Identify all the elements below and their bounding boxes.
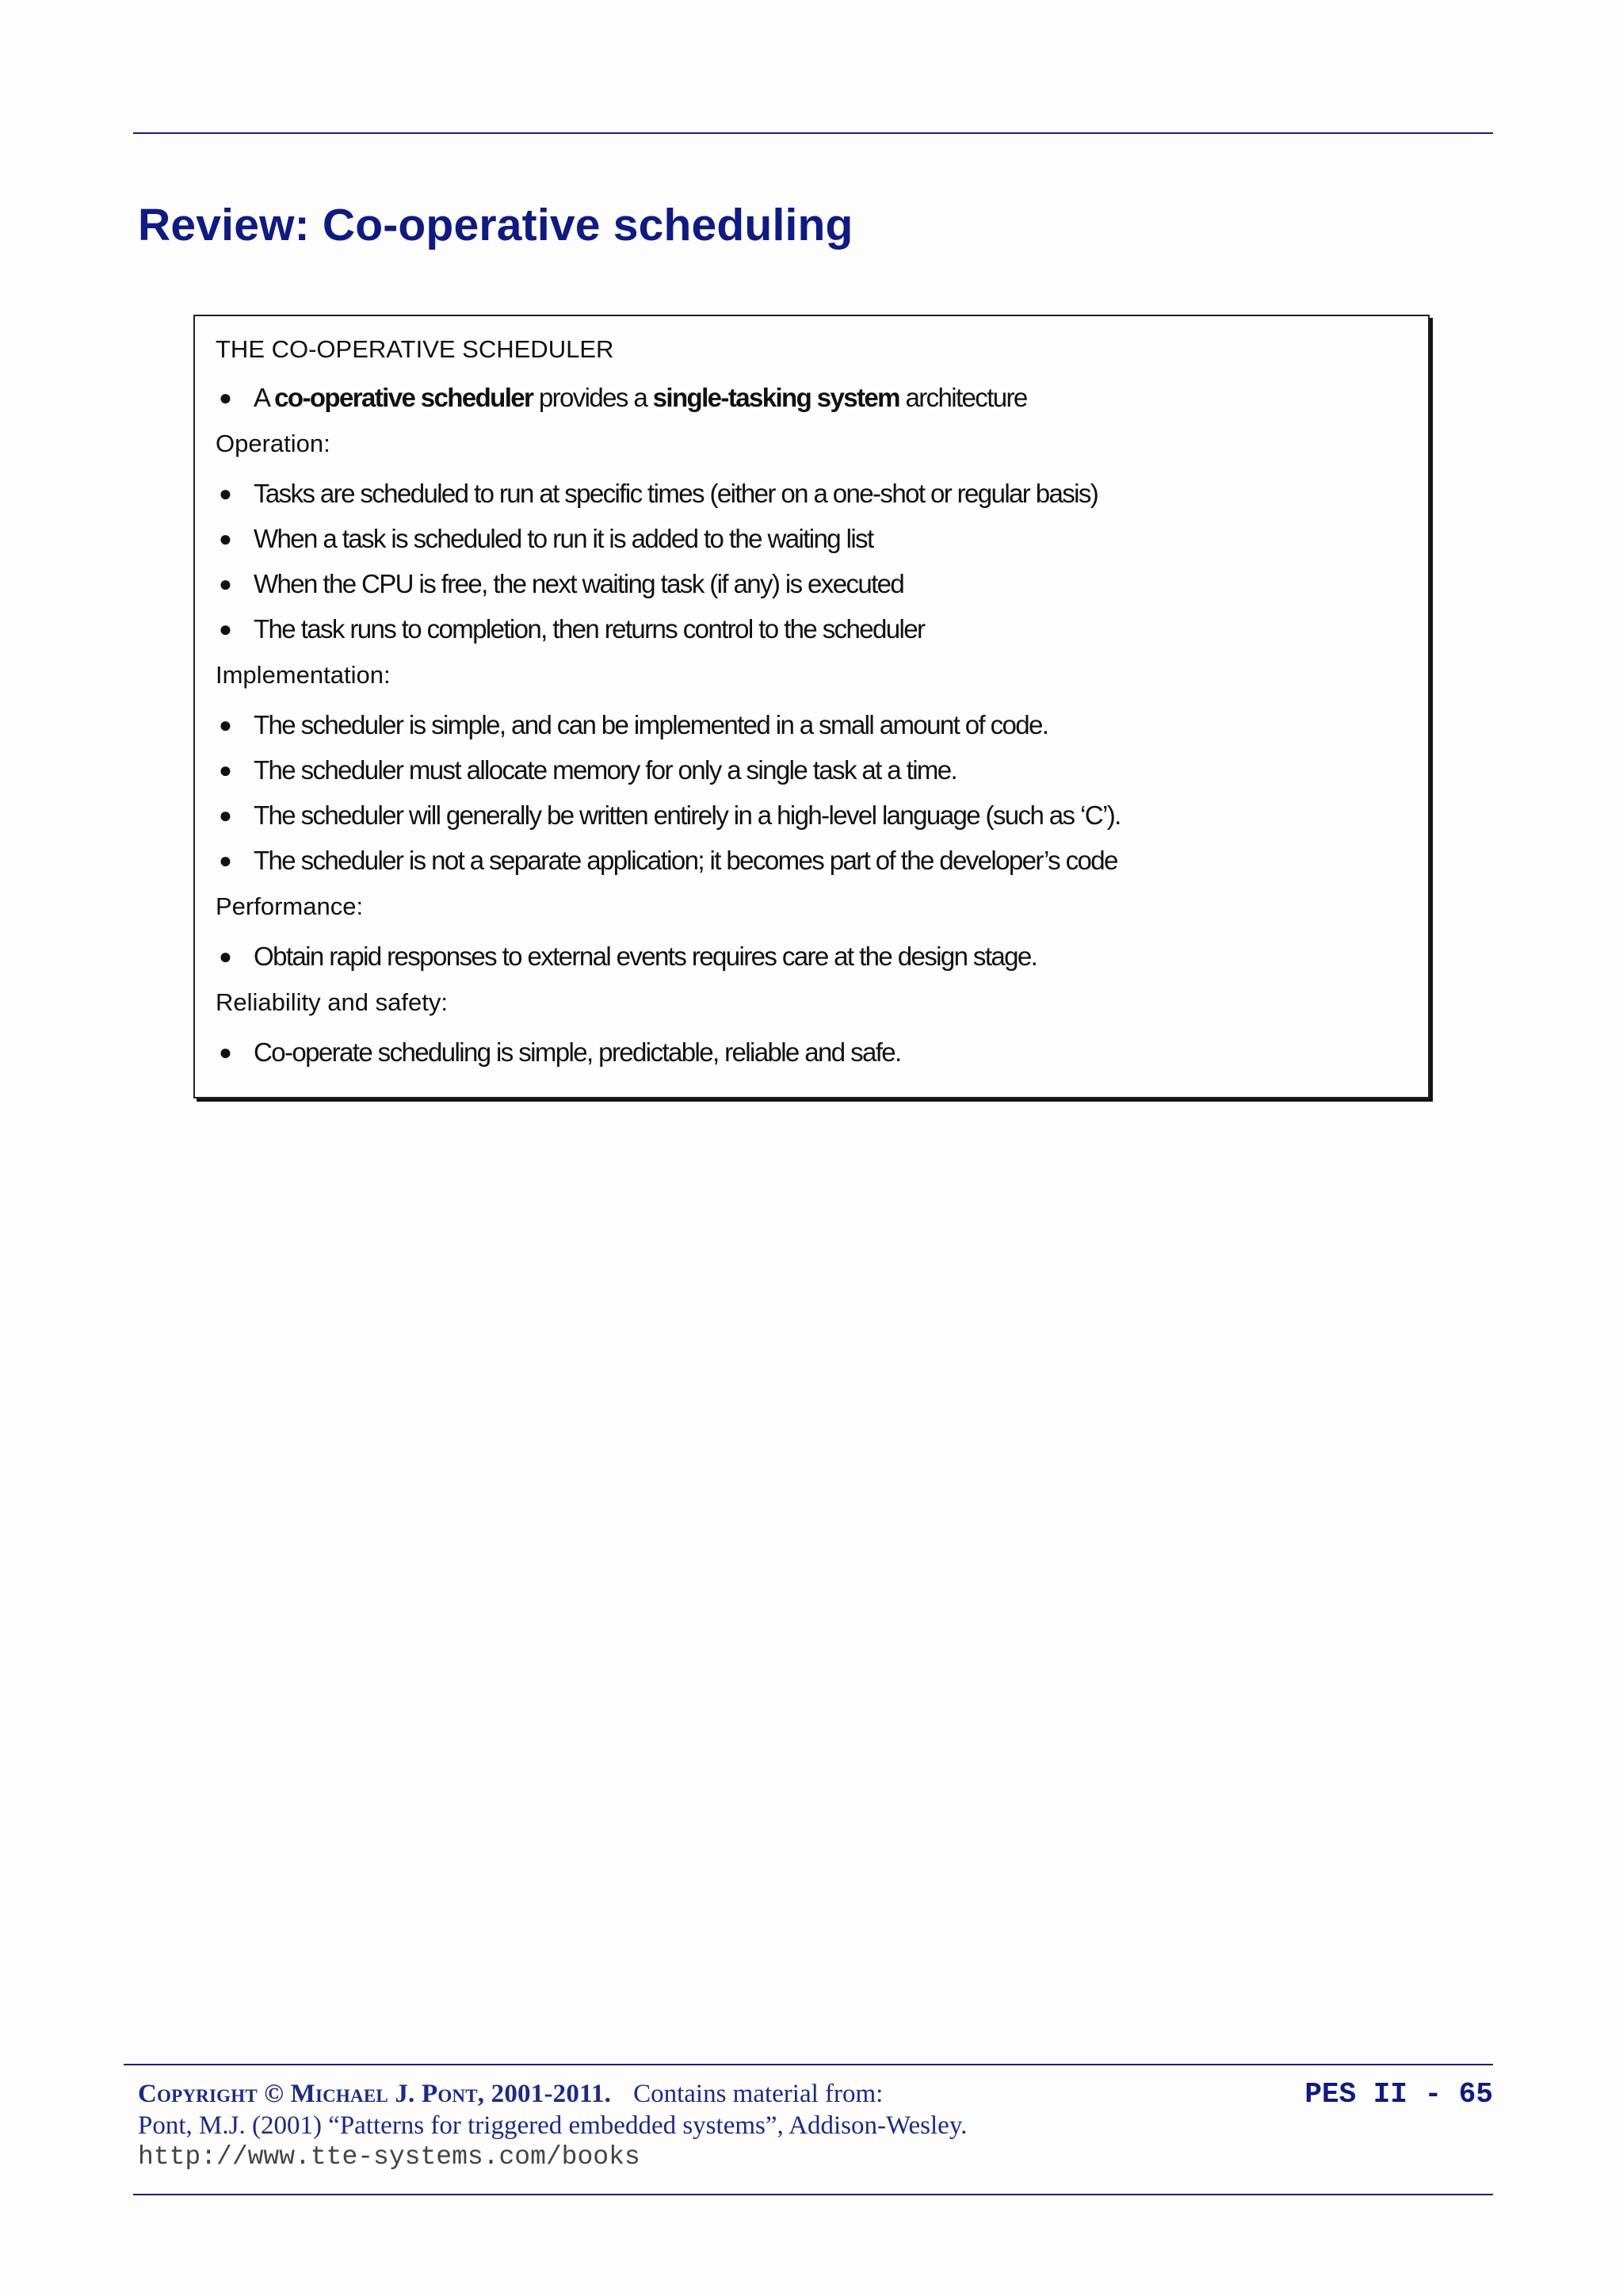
section-heading: Implementation:	[216, 661, 391, 689]
bullet-text: The scheduler will generally be written entirely in a high-level language (such as ‘C’).	[254, 800, 1121, 830]
bullet-text: The scheduler is not a separate application; it becomes part of the developer’s code	[254, 846, 1117, 875]
section-bullet-list	[216, 471, 1407, 651]
bullet-item	[216, 471, 1407, 516]
box-heading: THE CO-OPERATIVE SCHEDULER	[216, 335, 614, 363]
bullet-text: Obtain rapid responses to external events requires care at the design stage.	[254, 942, 1037, 971]
intro-text-bold-system: single-tasking system	[652, 383, 899, 412]
bullet-text: The task runs to completion, then returns control to the scheduler	[254, 614, 925, 644]
bullet-icon: ●	[219, 1040, 232, 1064]
footer-copyright-line	[138, 2078, 1493, 2110]
content-box	[193, 315, 1430, 1098]
bullet-text: Co-operate scheduling is simple, predictable, reliable and safe.	[254, 1037, 901, 1067]
bullet-item	[216, 516, 1407, 561]
bullet-item	[216, 606, 1407, 651]
copyright-notice: Copyright © Michael J. Pont, 2001-2011.	[138, 2080, 612, 2108]
bullet-item	[216, 934, 1407, 979]
bullet-icon: ●	[219, 571, 232, 596]
bullet-text: The scheduler must allocate memory for only a single task at a time.	[254, 755, 957, 785]
bullet-text: Tasks are scheduled to run at specific times (either on a one-shot or regular basis)	[254, 479, 1098, 508]
bullet-icon: ●	[219, 481, 232, 506]
bullet-icon: ●	[219, 803, 232, 827]
bullet-icon: ●	[219, 617, 232, 641]
bullet-item	[216, 793, 1407, 838]
footer	[138, 2078, 1493, 2173]
bullet-icon: ●	[219, 944, 232, 968]
footer-divider-bottom	[133, 2194, 1493, 2195]
bullet-item	[216, 747, 1407, 793]
section-heading: Operation:	[216, 430, 330, 457]
bullet-icon: ●	[219, 712, 232, 737]
section-heading: Performance:	[216, 892, 364, 920]
intro-text-prefix: A	[254, 383, 275, 412]
section-bullet-list	[216, 934, 1407, 979]
intro-text-bold-scheduler: co-operative scheduler	[274, 383, 533, 412]
box-sections	[216, 426, 1407, 1075]
bullet-text: When the CPU is free, the next waiting task (if any) is executed	[254, 569, 904, 598]
bullet-icon: ●	[219, 758, 232, 782]
bullet-item	[216, 838, 1407, 883]
bullet-icon: ●	[219, 385, 232, 410]
section-heading: Reliability and safety:	[216, 988, 448, 1016]
bullet-text: When a task is scheduled to run it is added to the waiting list	[254, 524, 873, 553]
top-divider	[133, 132, 1493, 134]
bullet-icon: ●	[219, 526, 232, 551]
footer-divider-top	[124, 2064, 1493, 2065]
intro-bullet-list	[216, 375, 1407, 420]
citation: Pont, M.J. (2001) “Patterns for triggered embedded systems”, Addison-Wesley.	[138, 2111, 968, 2140]
intro-text-suffix: architecture	[899, 383, 1027, 412]
intro-bullet	[216, 375, 1407, 420]
bullet-text: The scheduler is simple, and can be implemented in a small amount of code.	[254, 710, 1048, 739]
footer-url-link[interactable]: http://www.tte-systems.com/books	[138, 2142, 640, 2172]
bullet-item	[216, 561, 1407, 606]
bullet-item	[216, 1030, 1407, 1075]
section-bullet-list	[216, 1030, 1407, 1075]
page-number: PES II - 65	[1304, 2078, 1493, 2111]
contains-material-note: Contains material from:	[633, 2080, 884, 2108]
bullet-item	[216, 702, 1407, 747]
section-bullet-list	[216, 702, 1407, 883]
bullet-icon: ●	[219, 848, 232, 873]
page-title: Review: Co-operative scheduling	[138, 200, 854, 250]
intro-text-middle: provides a	[533, 383, 653, 412]
